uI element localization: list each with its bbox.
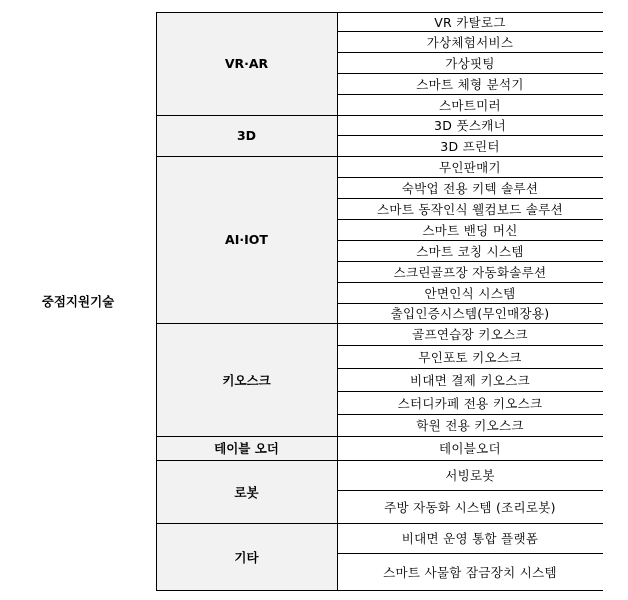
group-divider <box>156 590 603 591</box>
item-label: 주방 자동화 시스템 (조리로봇) <box>384 499 556 515</box>
item-label: 스마트 밴딩 머신 <box>422 222 518 238</box>
item-label: 스크린골프장 자동화솔루션 <box>393 264 547 280</box>
category-label: 로봇 <box>234 484 259 500</box>
item-label: 3D 풋스캐너 <box>434 118 506 133</box>
item-cell <box>337 198 603 219</box>
item-cell <box>337 115 603 135</box>
row-divider <box>337 368 603 369</box>
item-label: 안면인식 시스템 <box>424 285 516 301</box>
category-cell <box>156 115 337 156</box>
category-label: 테이블 오더 <box>214 441 279 456</box>
item-label: 가상핏팅 <box>445 55 495 71</box>
row-divider <box>337 391 603 392</box>
row-divider <box>337 345 603 346</box>
main-category-label: 중점지원기술 <box>41 294 115 309</box>
group-divider <box>156 12 603 13</box>
row-divider <box>337 282 603 283</box>
row-divider <box>337 31 603 32</box>
group-divider <box>156 156 603 157</box>
item-cell <box>337 345 603 368</box>
group-divider <box>156 115 603 116</box>
item-label: 비대면 결제 키오스크 <box>410 372 530 388</box>
row-divider <box>337 73 603 74</box>
group-divider <box>156 460 603 461</box>
item-label: 서빙로봇 <box>445 468 495 483</box>
item-label: 출입인증시스템(무인매장용) <box>390 306 550 321</box>
group-divider <box>156 523 603 524</box>
item-cell <box>337 490 603 523</box>
item-cell <box>337 94 603 115</box>
category-cell <box>156 156 337 323</box>
item-cell <box>337 523 603 553</box>
item-cell <box>337 12 603 31</box>
item-cell <box>337 436 603 460</box>
item-cell <box>337 177 603 198</box>
category-cell <box>156 523 337 590</box>
item-label: 스마트 코칭 시스템 <box>416 243 524 259</box>
item-label: 골프연습장 키오스크 <box>412 327 528 342</box>
column-divider <box>337 12 338 590</box>
item-cell <box>337 553 603 590</box>
item-label: 가상체험서비스 <box>426 34 514 50</box>
item-label: 3D 프린터 <box>440 138 500 154</box>
category-label: 3D <box>236 128 257 143</box>
category-label: AI·IOT <box>225 232 268 247</box>
row-divider <box>337 135 603 136</box>
item-label: 비대면 운영 통합 플랫폼 <box>401 531 539 546</box>
category-cell <box>156 323 337 436</box>
item-cell <box>337 31 603 52</box>
category-cell <box>156 460 337 523</box>
item-cell <box>337 52 603 73</box>
item-label: 숙박업 전용 키텍 솔루션 <box>401 180 539 196</box>
row-divider <box>337 261 603 262</box>
row-divider <box>337 52 603 53</box>
group-divider <box>156 323 603 324</box>
row-divider <box>337 177 603 178</box>
category-label: 기타 <box>234 549 259 565</box>
item-cell <box>337 323 603 345</box>
item-label: 무인판매기 <box>439 159 501 175</box>
item-label: 테이블오더 <box>439 441 501 456</box>
item-cell <box>337 135 603 156</box>
item-label: 스마트 체형 분석기 <box>416 76 524 92</box>
item-cell <box>337 391 603 414</box>
row-divider <box>337 94 603 95</box>
item-cell <box>337 73 603 94</box>
main-category-cell <box>0 12 156 590</box>
item-cell <box>337 303 603 323</box>
row-divider <box>337 490 603 491</box>
item-label: 스마트 사물함 잠금장치 시스템 <box>383 564 557 580</box>
item-cell <box>337 156 603 177</box>
item-label: 스터디카페 전용 키오스크 <box>397 395 543 411</box>
item-cell <box>337 240 603 261</box>
item-cell <box>337 261 603 282</box>
column-divider <box>156 12 157 590</box>
group-divider <box>156 436 603 437</box>
item-label: 스마트미러 <box>439 97 501 113</box>
item-cell <box>337 219 603 240</box>
category-cell <box>156 436 337 460</box>
row-divider <box>337 414 603 415</box>
item-cell <box>337 368 603 391</box>
item-cell <box>337 460 603 490</box>
row-divider <box>337 553 603 554</box>
item-label: 무인포토 키오스크 <box>418 349 522 365</box>
category-label: 키오스크 <box>222 372 271 388</box>
item-label: 학원 전용 키오스크 <box>416 418 524 433</box>
item-cell <box>337 414 603 436</box>
item-cell <box>337 282 603 303</box>
row-divider <box>337 219 603 220</box>
item-label: 스마트 동작인식 웰컴보드 솔루션 <box>376 201 564 217</box>
category-cell <box>156 12 337 115</box>
item-label: VR 카탈로그 <box>434 14 506 30</box>
category-label: VR·AR <box>224 56 269 71</box>
row-divider <box>337 240 603 241</box>
row-divider <box>337 303 603 304</box>
row-divider <box>337 198 603 199</box>
